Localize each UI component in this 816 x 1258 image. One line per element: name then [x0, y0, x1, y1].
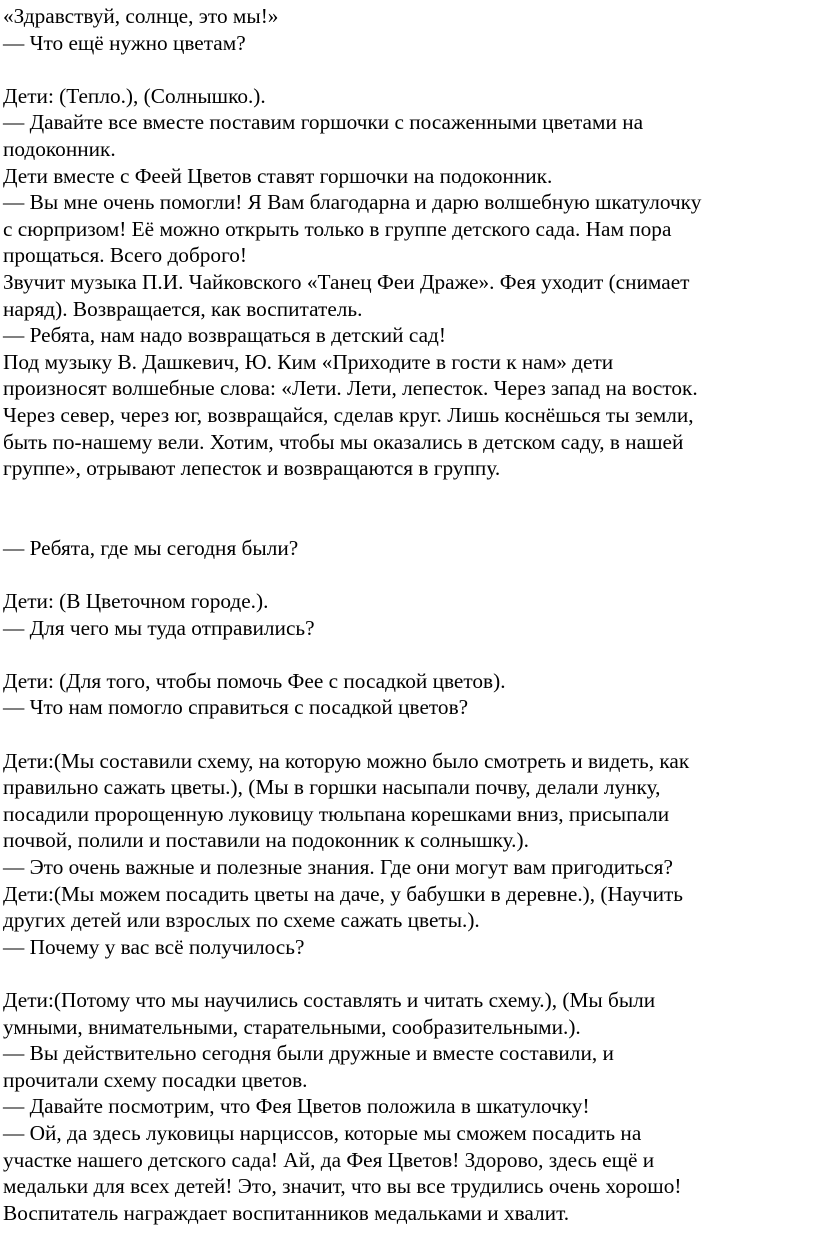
text-line: группе», отрывают лепесток и возвращаются в группу.	[3, 456, 501, 481]
text-line: подоконник.	[3, 136, 116, 161]
paragraph	[3, 588, 816, 641]
text-line: быть по-нашему вели. Хотим, чтобы мы оказались в детском саду, в нашей	[3, 429, 684, 454]
text-line: Дети: (Для того, чтобы помочь Фее с посадкой цветов).	[3, 668, 506, 693]
text-line: — Вы мне очень помогли! Я Вам благодарна и дарю волшебную шкатулочку	[3, 190, 702, 215]
paragraph-gap	[3, 641, 816, 668]
text-line: посадили пророщенную луковицу тюльпана корешками вниз, присыпали	[3, 801, 670, 826]
text-line: Воспитатель награждает воспитанников медальками и хвалит.	[3, 1200, 570, 1225]
paragraph	[3, 748, 816, 961]
text-line: — Что ещё нужно цветам?	[3, 30, 246, 55]
text-line: наряд). Возвращается, как воспитатель.	[3, 296, 363, 321]
text-line: Дети:(Мы можем посадить цветы на даче, у бабушки в деревне.), (Научить	[3, 881, 684, 906]
text-line: медальки для всех детей! Это, значит, что вы все трудились очень хорошо!	[3, 1174, 682, 1199]
paragraph-gap	[3, 960, 816, 987]
text-line: произносят волшебные слова: «Лети. Лети, лепесток. Через запад на восток.	[3, 376, 698, 401]
text-line: почвой, полили и поставили на подоконник к солнышку.).	[3, 828, 529, 853]
paragraph	[3, 535, 816, 562]
text-line: участке нашего детского сада! Ай, да Фея Цветов! Здорово, здесь ещё и	[3, 1147, 655, 1172]
text-line: Через север, через юг, возвращайся, сделав круг. Лишь коснёшься ты земли,	[3, 402, 694, 427]
document-body	[3, 3, 816, 1226]
text-line: — Ой, да здесь луковицы нарциссов, которые мы сможем посадить на	[3, 1120, 642, 1145]
paragraph-gap	[3, 508, 816, 535]
text-line: других детей или взрослых по схеме сажать цветы.).	[3, 908, 480, 933]
text-line: прочитали схему посадки цветов.	[3, 1067, 308, 1092]
text-line: правильно сажать цветы.), (Мы в горшки насыпали почву, делали лунку,	[3, 775, 661, 800]
text-line: — Что нам помогло справиться с посадкой цветов?	[3, 695, 469, 720]
text-line: «Здравствуй, солнце, это мы!»	[3, 4, 279, 28]
text-line: — Давайте все вместе поставим горшочки с посаженными цветами на	[3, 110, 644, 135]
text-line: — Ребята, где мы сегодня были?	[3, 535, 299, 560]
text-line: — Вы действительно сегодня были дружные и вместе составили, и	[3, 1041, 614, 1066]
text-line: Звучит музыка П.И. Чайковского «Танец Феи Драже». Фея уходит (снимает	[3, 269, 690, 294]
paragraph	[3, 83, 816, 482]
text-line: — Давайте посмотрим, что Фея Цветов положила в шкатулочку!	[3, 1094, 590, 1119]
text-line: с сюрпризом! Её можно открыть только в группе детского сада. Нам пора	[3, 216, 672, 241]
text-line: Дети:(Мы составили схему, на которую можно было смотреть и видеть, как	[3, 748, 690, 773]
paragraph	[3, 987, 816, 1226]
text-line: — Почему у вас всё получилось?	[3, 934, 305, 959]
paragraph	[3, 668, 816, 721]
paragraph-gap	[3, 56, 816, 83]
text-line: — Для чего мы туда отправились?	[3, 615, 315, 640]
text-line: Дети: (В Цветочном городе.).	[3, 589, 269, 614]
text-line: — Ребята, нам надо возвращаться в детский сад!	[3, 323, 446, 348]
text-line: — Это очень важные и полезные знания. Где они могут вам пригодиться?	[3, 855, 673, 879]
paragraph-gap	[3, 721, 816, 748]
paragraph-gap	[3, 482, 816, 509]
text-line: Под музыку В. Дашкевич, Ю. Ким «Приходите в гости к нам» дети	[3, 349, 614, 374]
text-line: Дети: (Тепло.), (Солнышко.).	[3, 83, 266, 108]
text-line: Дети вместе с Феей Цветов ставят горшочки на подоконник.	[3, 163, 553, 188]
paragraph-gap	[3, 561, 816, 588]
text-line: умными, внимательными, старательными, сообразительными.).	[3, 1014, 581, 1039]
text-line: прощаться. Всего доброго!	[3, 243, 248, 268]
text-line: Дети:(Потому что мы научились составлять и читать схему.), (Мы были	[3, 987, 656, 1012]
paragraph	[3, 3, 816, 56]
